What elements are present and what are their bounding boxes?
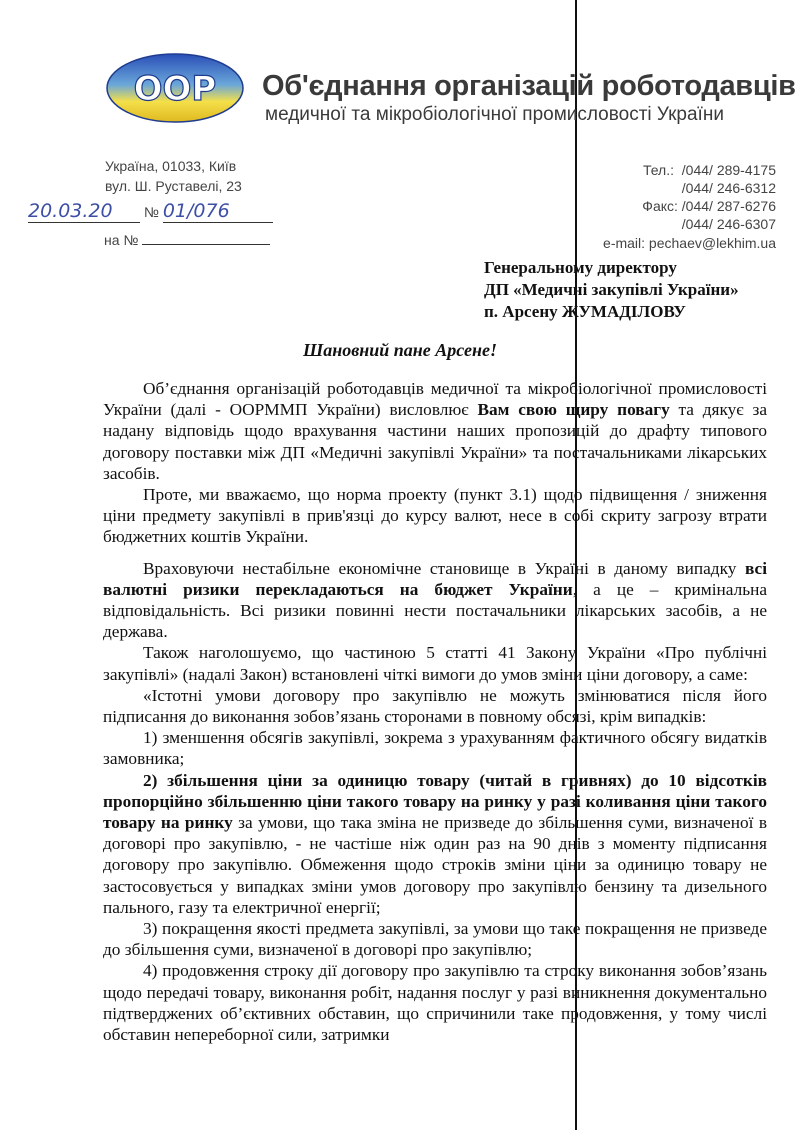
oop-logo-icon — [105, 52, 245, 124]
recipient-line-3: п. Арсену ЖУМАДІЛОВУ — [484, 302, 686, 321]
handwritten-date: 20.03.20 — [28, 200, 140, 223]
tel-line-2 — [682, 180, 776, 196]
address-line-2: вул. Ш. Руставелі, 23 — [105, 178, 242, 194]
org-subtitle: медичної та мікробіологічної промисловості України — [265, 104, 724, 125]
fax-line-2 — [682, 216, 776, 232]
paragraph-7: 2) збільшення ціни за одиницю товару (читай в гривнях) до 10 відсотків пропорційно збільшенню ціни такого товару на ринку у разі коливання ціни такого товару на ринку за умови, що така зміна не призведе до збільшення суми, визначеної в договорі про закупівлю, - не частіше ніж один раз на 90 днів з моменту підписання договору про закупівлю. Обмеження щодо строків зміни ціни за одиницю товару не застосовується у випадках зміни умов договору про закупівлю бензину та дизельного пального, газу та електричної енергії; — [103, 770, 767, 917]
tel-2: /044/ 246-6312 — [681, 180, 776, 196]
paragraph-9: 4) продовження строку дії договору про закупівлю та строку виконання зобов’язань щодо передачі товару, виконання робіт, надання послуг у разі виникнення документально підтверджених об’єктивних обставин, що спричинили таке продовження, у тому числі обставин непереборної сили, затримки — [103, 961, 767, 1045]
number-label: № — [143, 204, 159, 220]
reply-number-blank — [142, 230, 270, 245]
paragraph-8: 3) покращення якості предмета закупівлі, за умови що таке покращення не призведе до збільшення суми, визначеної в договорі про закупівлю; — [103, 919, 767, 960]
salutation: Шановний пане Арсене! — [302, 340, 498, 360]
paragraph-6: 1) зменшення обсягів закупівлі, зокрема з урахуванням фактичного обсягу видатків замовника; — [103, 728, 767, 769]
letter-body — [103, 378, 767, 1045]
org-title: Об'єднання організацій роботодавців — [262, 70, 796, 102]
paragraph-1: Об’єднання організацій роботодавців медичної та мікробіологічної промисловості України (далі - ООРММП України) висловлює Вам свою щиру повагу та дякує за надану відповідь щодо врахування частини наших пропозицій до драфту типового договору поставки між ДП «Медичні закупівлі України» та постачальниками лікарських засобів. — [103, 379, 767, 483]
paragraph-3: Враховуючи нестабільне економічне становище в Україні в даному випадку всі валютні ризики перекладаються на бюджет України, а це – кримінальна відповідальність. Всі ризики повинні нести постачальники лікарських засобів, а не держава. — [103, 558, 767, 642]
reply-reference — [104, 230, 270, 248]
outgoing-reference — [28, 200, 273, 223]
tel-line-1 — [643, 162, 776, 178]
paragraph-2: Проте, ми вважаємо, що норма проекту (пункт 3.1) щодо підвищення / зниження ціни предмету закупівлі в прив'язці до курсу валют, несе в собі скриту загрозу втрати бюджетних коштів України. — [103, 485, 767, 547]
email-line: e-mail: pechaev@lekhim.ua — [603, 235, 776, 251]
fax-label: Факс: — [642, 198, 678, 214]
address-line-1: Україна, 01033, Київ — [105, 158, 237, 174]
fax-1: /044/ 287-6276 — [681, 198, 776, 214]
paragraph-5: «Істотні умови договору про закупівлю не можуть змінюватися після його підписання до виконання зобов’язань сторонами в повному обсязі, крім випадків: — [103, 685, 767, 727]
reply-label: на № — [104, 232, 139, 248]
fax-2: /044/ 246-6307 — [681, 216, 776, 232]
handwritten-number: 01/076 — [163, 200, 273, 223]
recipient-line-1: Генеральному директору — [484, 258, 677, 277]
logo-text: OOP — [133, 69, 217, 109]
recipient-line-2: ДП «Медичні закупівлі України» — [484, 280, 739, 299]
fax-line-1 — [642, 198, 776, 214]
paragraph-4: Також наголошуємо, що частиною 5 статті 41 Закону України «Про публічні закупівлі» (надалі Закон) встановлені чіткі вимоги до умов зміни ціни договору, а саме: — [103, 643, 767, 684]
tel-1: /044/ 289-4175 — [681, 162, 776, 178]
tel-label: Тел.: — [642, 162, 675, 178]
